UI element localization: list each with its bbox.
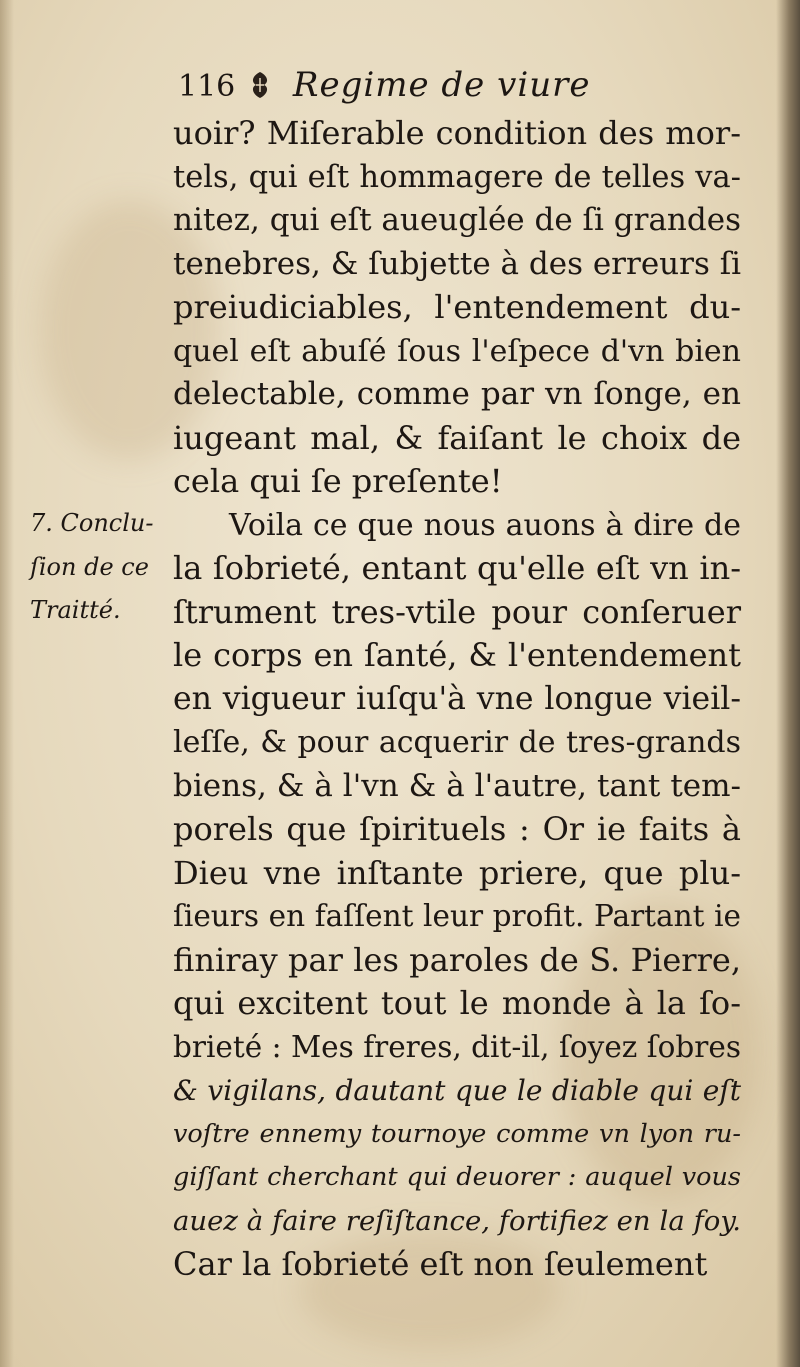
margin-note-line: 7. Conclu- <box>30 509 154 537</box>
text-line: delectable, comme par vn ſonge, en <box>173 376 741 412</box>
text-line: Voila ce que nous auons à dire de <box>229 507 741 543</box>
text-line: Car la ſobrieté eſt non ſeulement <box>173 1245 708 1283</box>
text-line: tenebres, & ſubjette à des erreurs ſi <box>173 245 742 282</box>
text-line: uoir? Miſerable condition des mor- <box>173 114 741 152</box>
running-title: Regime de viure <box>292 65 591 105</box>
margin-note-line: ſion de ce <box>30 552 149 581</box>
page-number: 116 <box>178 69 236 104</box>
text-line-italic: & vigilans, dautant que le diable qui eſt <box>173 1074 741 1107</box>
margin-note-line: Traitté. <box>30 596 121 624</box>
text-line: cela qui ſe preſente! <box>173 462 503 500</box>
text-line-italic: giſſant cherchant qui deuorer : auquel vous <box>173 1162 741 1192</box>
text-line: porels que ſpirituels : Or ie faits à <box>173 810 741 848</box>
text-line: Dieu vne inſtante priere, que plu- <box>173 853 741 892</box>
text-line: biens, & à l'vn & à l'autre, tant tem- <box>173 767 741 804</box>
text-line: brieté : Mes freres, dit-il, ſoyez ſobres <box>173 1029 741 1064</box>
text-line: nitez, qui eſt aueuglée de ſi grandes <box>173 202 741 238</box>
text-line: en vigueur iuſqu'à vne longue vieil- <box>173 680 741 717</box>
text-line-italic: auez à faire reſiſtance, fortifiez en la foy. <box>173 1204 741 1237</box>
text-line: preiudiciables, l'entendement du- <box>173 288 741 326</box>
body-text <box>173 112 741 1287</box>
text-line: la ſobrieté, entant qu'elle eſt vn in- <box>173 549 741 587</box>
text-line: qui excitent tout le monde à la ſo- <box>173 984 741 1022</box>
text-line: le corps en ſanté, & l'entendement <box>173 636 741 674</box>
page-edge-shadow <box>776 0 800 1367</box>
text-line: tels, qui eſt hommagere de telles va- <box>173 159 741 195</box>
fleuron-ornament-icon <box>248 70 272 100</box>
text-line-italic: voſtre ennemy tournoye comme vn lyon ru- <box>173 1118 741 1149</box>
text-line: leſſe, & pour acquerir de tres-grands <box>173 725 741 760</box>
margin-note <box>30 502 170 633</box>
text-line: iugeant mal, & faiſant le choix de <box>173 418 741 457</box>
text-line: ſieurs en faſſent leur profit. Partant ie <box>173 899 741 933</box>
running-header <box>178 60 738 110</box>
page-gutter-shadow <box>0 0 14 1367</box>
text-line: finiray par les paroles de S. Pierre, <box>173 940 741 979</box>
text-line: quel eſt abuſé ſous l'eſpece d'vn bien <box>173 333 741 369</box>
text-line: ſtrument tres-vtile pour conſeruer <box>173 592 741 631</box>
